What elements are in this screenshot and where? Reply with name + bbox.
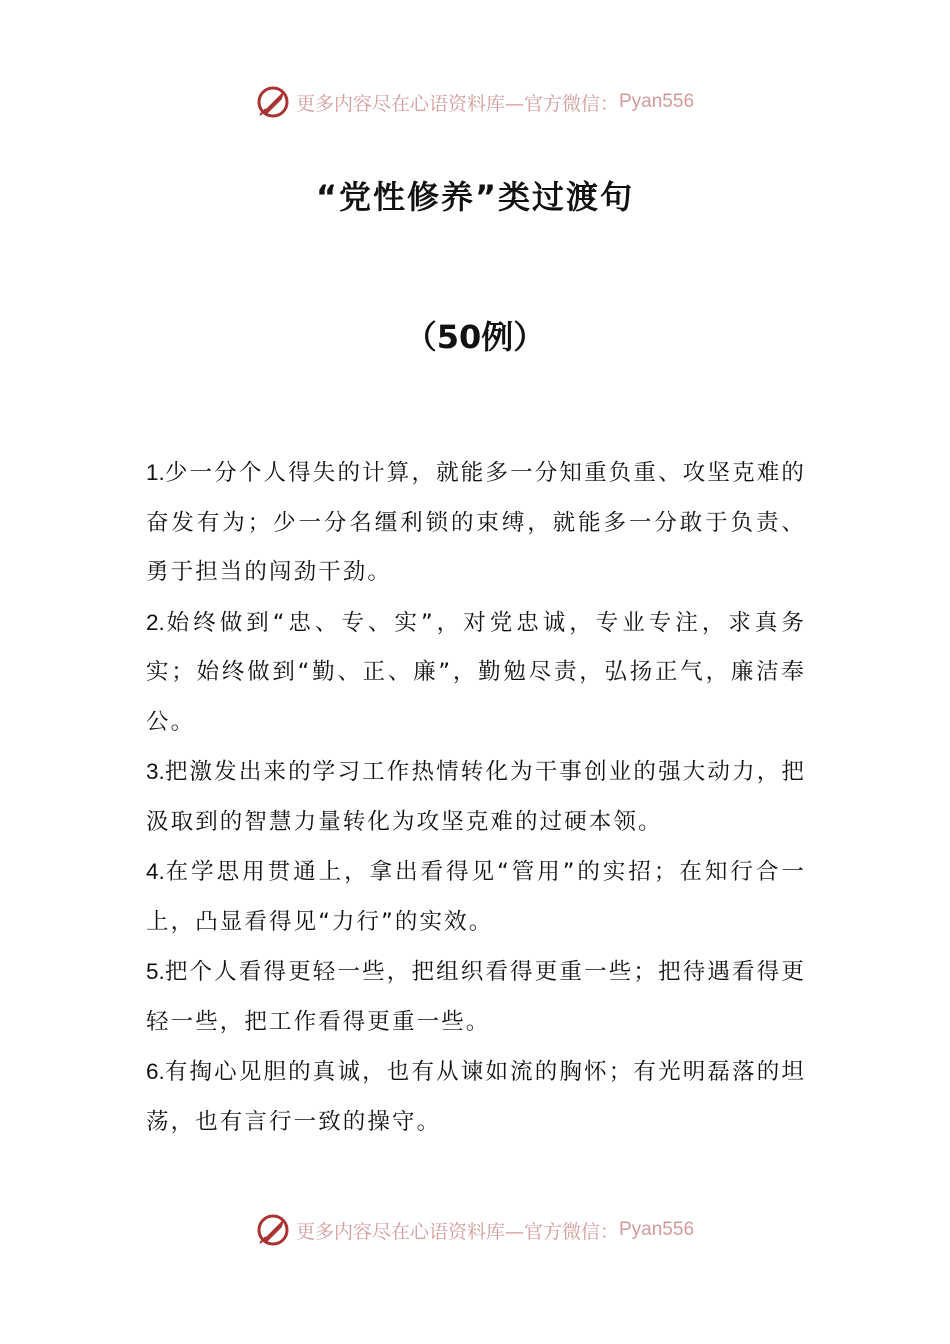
document-body [146, 448, 806, 1147]
item-number: 5. [146, 959, 165, 984]
list-item [146, 448, 806, 598]
page-subtitle: （50例） [404, 318, 546, 356]
item-number: 4. [146, 859, 165, 884]
item-text: 少一分个人得失的计算，就能多一分知重负重、攻坚克难的奋发有为；少一分名缰利锁的束缚，就能多一分敢于负责、勇于担当的闯劲干劲。 [146, 460, 806, 585]
footer-wechat-id: Pyan556 [619, 1219, 695, 1240]
item-text: 把个人看得更轻一些，把组织看得更重一些；把待遇看得更轻一些，把工作看得更重一些。 [146, 959, 806, 1035]
list-item [146, 847, 806, 947]
list-item [146, 1047, 806, 1147]
pen-circle-logo-icon [256, 85, 290, 119]
item-number: 6. [146, 1059, 165, 1084]
footer-text: 更多内容尽在心语资料库—官方微信： [295, 1220, 619, 1243]
item-number: 2. [146, 609, 165, 635]
item-text: 始终做到“忠、专、实”，对党忠诚，专业专注，求真务实；始终做到“勤、正、廉”，勤勉尽责，弘扬正气，廉洁奉公。 [146, 609, 806, 735]
header-wechat-id: Pyan556 [619, 91, 695, 112]
header-banner [0, 82, 950, 122]
list-item [146, 947, 806, 1047]
item-text: 有掏心见胆的真诚，也有从谏如流的胸怀；有光明磊落的坦荡，也有言行一致的操守。 [146, 1059, 806, 1135]
item-number: 1. [146, 460, 165, 485]
item-text: 在学思用贯通上，拿出看得见“管用”的实招；在知行合一上，凸显看得见“力行”的实效。 [146, 859, 806, 935]
list-item [146, 747, 806, 847]
list-item [146, 598, 806, 748]
pen-circle-logo-icon [256, 1213, 290, 1247]
item-number: 3. [146, 759, 165, 784]
header-text: 更多内容尽在心语资料库—官方微信： [295, 92, 619, 115]
page-title: “党性修养”类过渡句 [315, 178, 635, 216]
footer-banner [0, 1210, 950, 1250]
item-text: 把激发出来的学习工作热情转化为干事创业的强大动力，把汲取到的智慧力量转化为攻坚克难的过硬本领。 [146, 759, 806, 835]
